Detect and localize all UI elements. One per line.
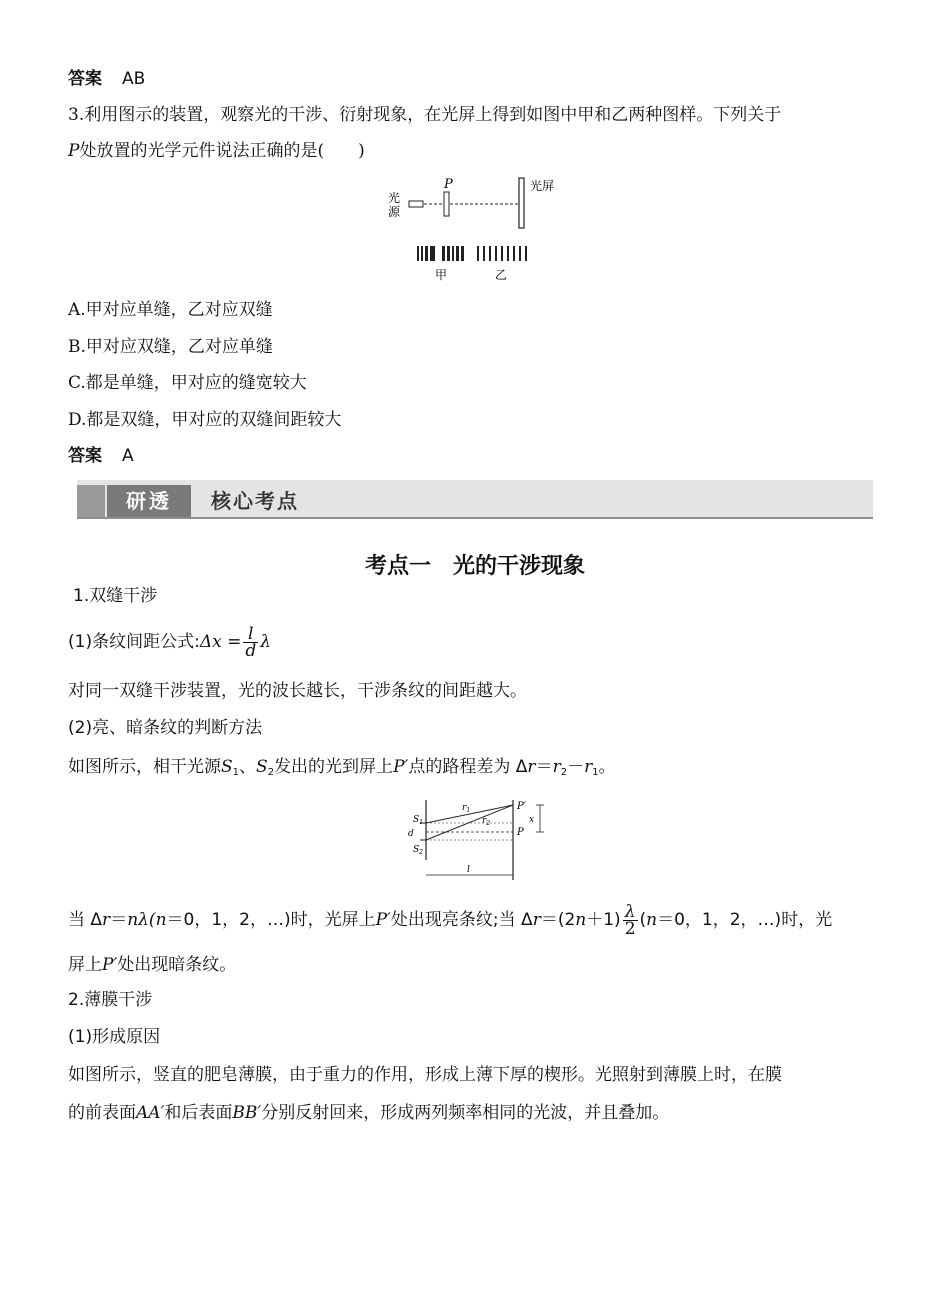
banner-underline	[77, 517, 873, 519]
answer-value: AB	[122, 69, 146, 89]
path-text-2: 发出的光到屏上	[274, 757, 394, 777]
s2-sub1: (1)形成原因	[68, 1027, 161, 1047]
option-c: C.都是单缝，甲对应的缝宽较大	[68, 373, 307, 393]
bright-1: 当 Δ	[68, 910, 103, 930]
bright-3: ＝0，1，2，…)时，光屏上	[166, 910, 376, 930]
fringe	[525, 246, 527, 261]
path-text-3: 点的路程差为 Δ	[408, 757, 528, 777]
cause-line2-b: 和后表面	[164, 1103, 233, 1123]
dark-fraction	[623, 901, 638, 939]
banner-tag: 研透	[107, 485, 191, 517]
bright-r: r	[102, 910, 111, 930]
fringe	[519, 246, 521, 261]
path-eq: ＝	[535, 757, 553, 777]
cause-aa: AA′	[136, 1103, 165, 1123]
bright-dark-line	[68, 900, 832, 940]
r1-label: $r_1$	[462, 803, 471, 814]
path-r2: r	[552, 757, 561, 777]
bright-2: ＝	[110, 910, 128, 930]
d-label: d	[408, 829, 414, 839]
dark-n2: n	[646, 910, 658, 930]
section-title: 考点一 光的干涉现象	[364, 554, 585, 579]
path-p: P′	[393, 757, 409, 777]
formula-tail: λ	[260, 632, 271, 652]
fringe	[421, 246, 423, 261]
bright-p: P′	[375, 910, 391, 930]
section-banner	[77, 480, 873, 518]
fringe	[489, 246, 491, 261]
formula-label: (1)条纹间距公式:	[68, 632, 200, 652]
p-prime-label: P′	[517, 801, 526, 812]
fringe	[461, 246, 464, 261]
fringe	[452, 246, 454, 261]
s1-sub2: (2)亮、暗条纹的判断方法	[68, 718, 263, 738]
formula-lhs: Δx =	[199, 632, 242, 652]
s1-label: $S_1$	[413, 815, 423, 826]
answer-value: A	[122, 446, 134, 466]
fringe	[425, 246, 428, 261]
path-s1-index: 1	[232, 767, 240, 778]
q3-answer-line	[68, 444, 134, 468]
path-minus: －	[567, 757, 585, 777]
dark-line2-p: P′	[102, 955, 118, 975]
path-s2: S	[256, 757, 268, 777]
fringe	[447, 246, 450, 261]
dark-line2-b: 处出现暗条纹。	[117, 955, 237, 975]
path-r: r	[527, 757, 536, 777]
formula-line	[68, 624, 271, 660]
option-d: D.都是双缝，甲对应的双缝间距较大	[68, 410, 342, 430]
bright-lambda: λ(	[138, 910, 156, 930]
fringe	[417, 246, 419, 261]
path-r1: r	[584, 757, 593, 777]
path-s2-index: 2	[267, 767, 275, 778]
formula-den: d	[245, 640, 257, 661]
option-a: A.甲对应单缝，乙对应双缝	[68, 300, 273, 320]
dark-2: ＋1)	[586, 910, 621, 930]
prev-answer-line	[68, 67, 145, 91]
cause-line2	[68, 1101, 669, 1125]
banner-title: 核心考点	[211, 489, 299, 513]
cause-line2-a: 的前表面	[68, 1103, 136, 1123]
answer-label: 答案	[68, 69, 102, 89]
fringe	[495, 246, 497, 261]
pattern-jia-label: 甲	[435, 268, 448, 282]
s1-heading: 1.双缝干涉	[73, 586, 158, 606]
q3-stem-line2	[68, 139, 365, 163]
setup-figure	[380, 172, 580, 284]
dark-4: ＝0，1，2，…)时，光	[657, 910, 833, 930]
l-label: l	[467, 865, 470, 875]
fringe	[483, 246, 485, 261]
x-label: x	[529, 815, 535, 825]
bright-n: n	[127, 910, 139, 930]
same-device-line: 对同一双缝干涉装置，光的波长越长，干涉条纹的间距越大。	[68, 681, 527, 701]
answer-label: 答案	[68, 446, 102, 466]
dark-den: 2	[624, 918, 636, 939]
path-end: 。	[598, 757, 616, 777]
fringe	[456, 246, 459, 261]
cause-line2-c: 分别反射回来，形成两列频率相同的光波，并且叠加。	[261, 1103, 670, 1123]
p-label: P	[444, 177, 453, 192]
banner-background	[77, 480, 873, 518]
dark-line2	[68, 953, 236, 977]
p-label: P	[517, 827, 524, 838]
double-slit-figure	[400, 795, 560, 885]
dark-3: (	[639, 910, 647, 930]
dark-num: λ	[623, 904, 638, 921]
s2-heading: 2.薄膜干涉	[68, 990, 153, 1010]
fringe	[430, 246, 435, 261]
fringe	[513, 246, 515, 261]
q3-stem-line1: 3.利用图示的装置，观察光的干涉、衍射现象，在光屏上得到如图中甲和乙两种图样。下列关于	[68, 105, 782, 125]
fringe	[507, 246, 509, 261]
dark-line2-a: 屏上	[68, 955, 102, 975]
q3-stem-rest: 处放置的光学元件说法正确的是( )	[79, 141, 365, 161]
path-r2-index: 2	[560, 767, 568, 778]
pattern-yi	[477, 246, 527, 261]
screen-label: 光屏	[530, 179, 555, 193]
screen	[519, 178, 524, 228]
s2-label: $S_2$	[413, 845, 423, 856]
dark-1: ＝(2	[540, 910, 576, 930]
cause-line1: 如图所示，竖直的肥皂薄膜，由于重力的作用，形成上薄下厚的楔形。光照射到薄膜上时，在膜	[68, 1065, 782, 1085]
path-diff-line	[68, 755, 616, 785]
path-text-1: 如图所示，相干光源	[68, 757, 221, 777]
dark-r: r	[532, 910, 541, 930]
formula-num: l	[243, 626, 258, 643]
path-sep: 、	[239, 757, 257, 777]
bright-n2: n	[155, 910, 167, 930]
source-label-1: 光	[388, 191, 401, 205]
dark-n: n	[575, 910, 587, 930]
source-label-2: 源	[388, 205, 401, 219]
pattern-jia	[417, 246, 464, 261]
path-s1: S	[221, 757, 233, 777]
fringe	[442, 246, 445, 261]
path-r1-index: 1	[592, 767, 599, 778]
banner-stub	[77, 485, 105, 517]
optical-element-p	[444, 192, 449, 216]
formula-fraction	[243, 623, 258, 661]
bright-4: 处出现亮条纹;当 Δ	[390, 910, 533, 930]
pattern-yi-label: 乙	[495, 268, 508, 282]
fringe	[501, 246, 503, 261]
cause-bb: BB′	[232, 1103, 262, 1123]
fringe	[477, 246, 479, 261]
q3-stem-p: P	[68, 141, 80, 161]
light-source-box	[409, 201, 423, 207]
option-b: B.甲对应双缝，乙对应单缝	[68, 337, 273, 357]
r2-label: $r_2$	[482, 816, 491, 827]
